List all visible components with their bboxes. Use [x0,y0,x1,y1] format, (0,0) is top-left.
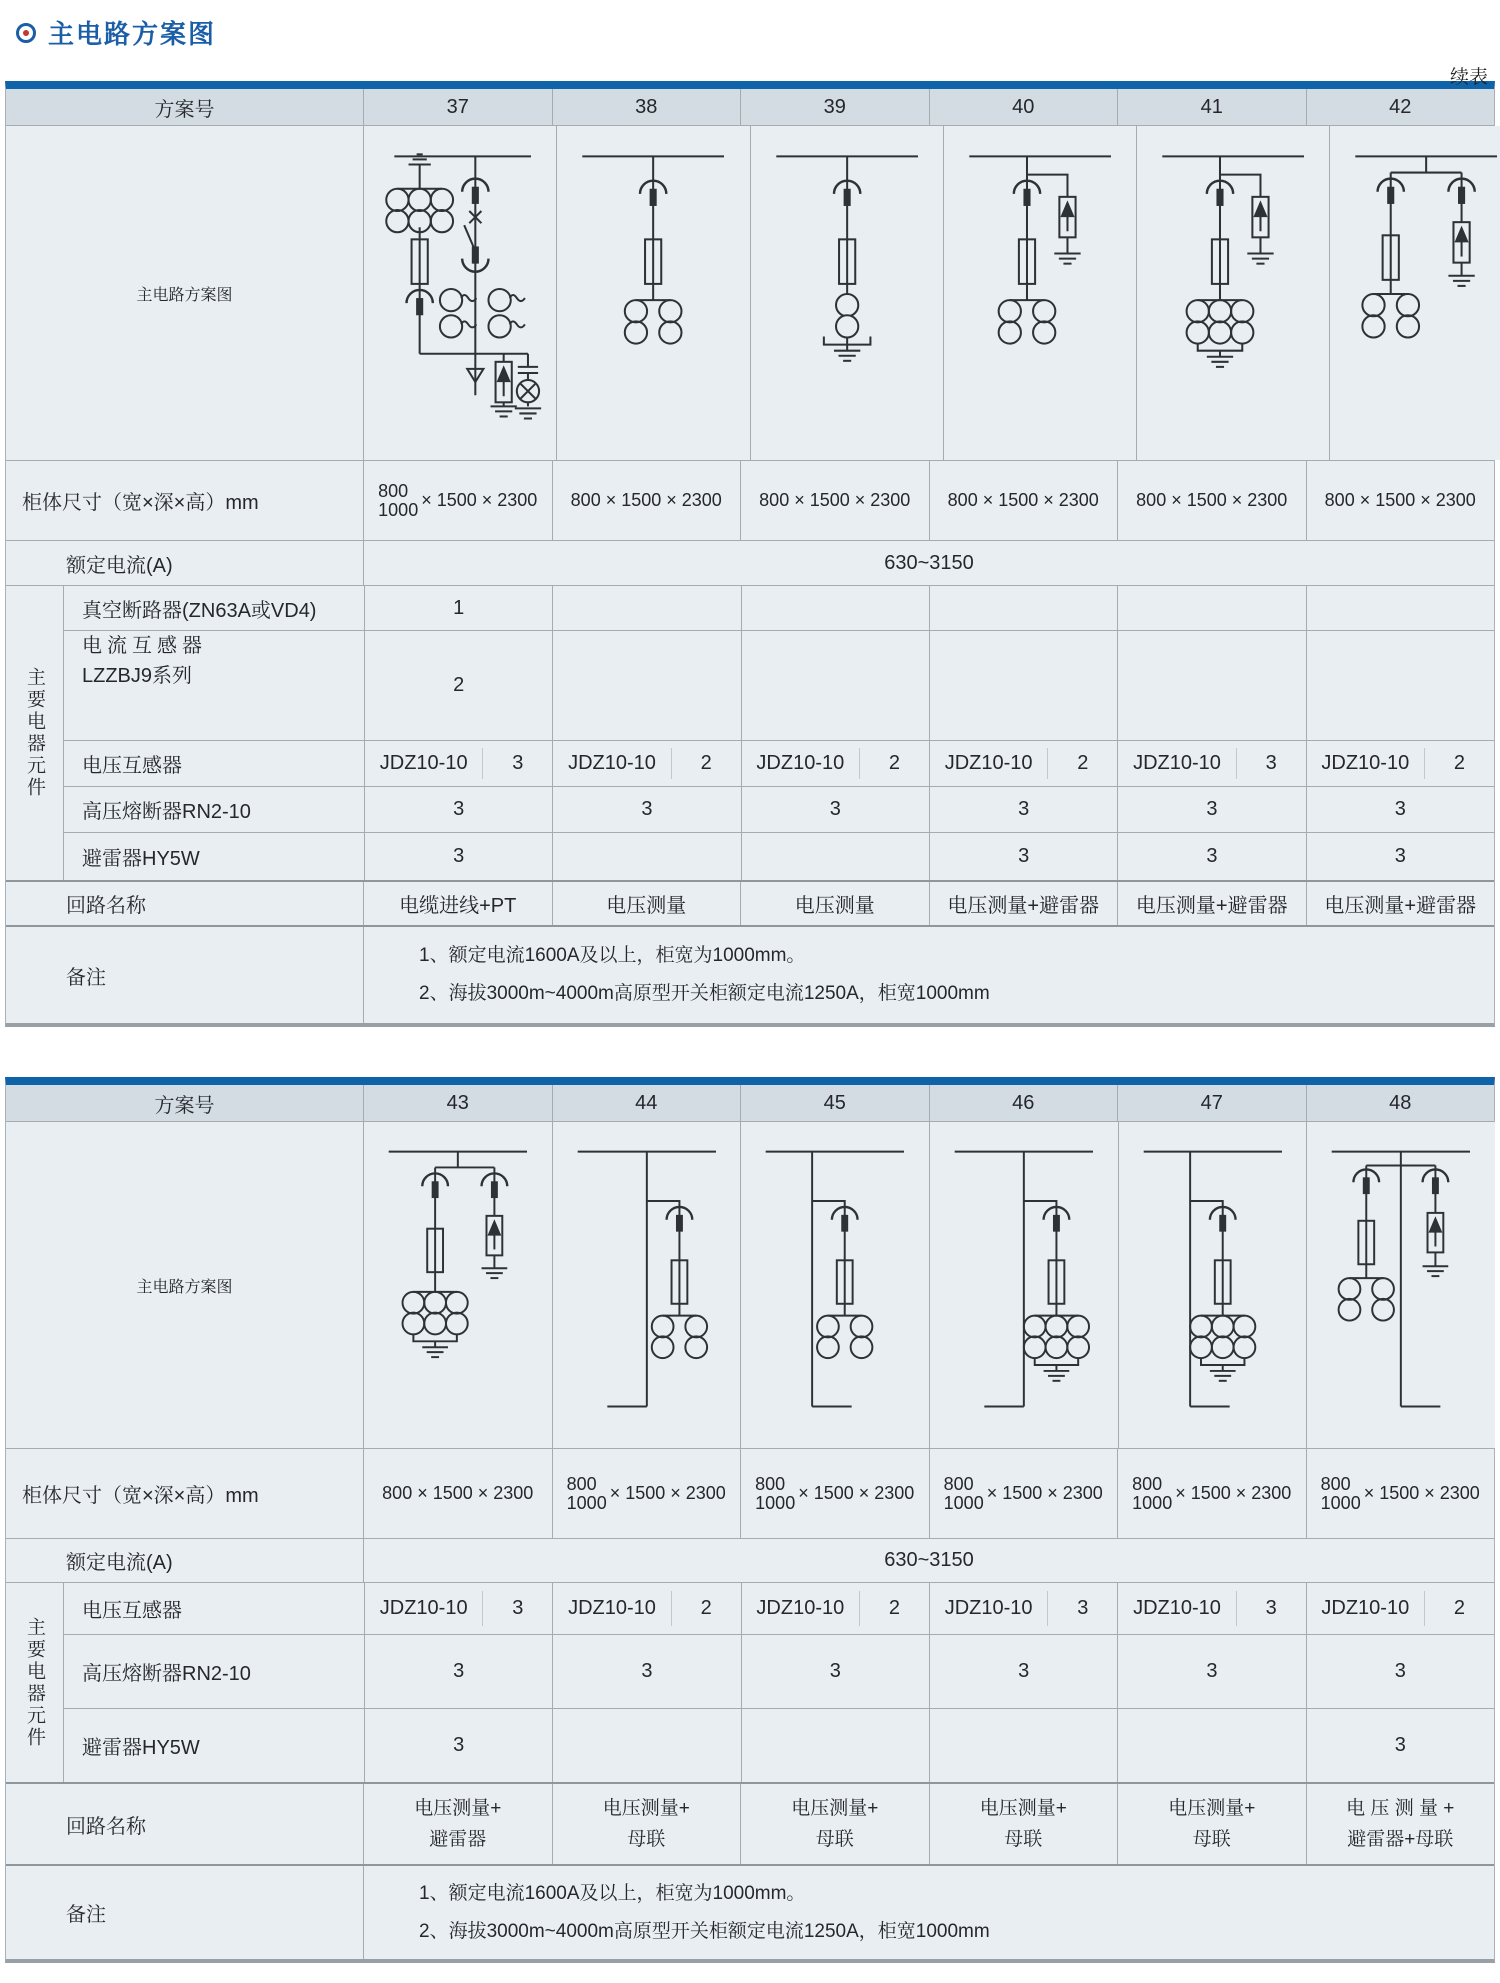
arrester-count [741,1709,929,1782]
scheme-no-header: 方案号 [6,89,363,125]
vcb-count [1117,586,1305,630]
scheme-number: 42 [1306,89,1495,125]
circuit-name: 电压测量 [552,882,741,925]
cabinet-dimensions-row [6,1449,1494,1539]
current-transformer-label: 电流互感器 LZZBJ9系列 [64,631,364,740]
scheme-39-diagram [750,126,943,460]
vcb-count [741,586,929,630]
scheme-table-37-42 [5,81,1495,1027]
circuit-name: 电压测量 [740,882,929,925]
vcb-count [1306,586,1494,630]
fuse-count: 3 [552,1635,740,1708]
vcb-label: 真空断路器(ZN63A或VD4) [64,586,364,630]
arrester-count [1117,1709,1305,1782]
scheme-43-diagram [363,1122,552,1448]
current-transformer-row [64,631,1494,741]
cabinet-dimensions-value: 800 × 1500 × 2300 [740,461,929,540]
vcb-count: 1 [364,586,552,630]
arrester-count [929,1709,1117,1782]
cabinet-dimensions-value: 800 1000 × 1500 × 2300 [1306,1449,1495,1538]
scheme-number: 46 [929,1085,1118,1121]
scheme-37-diagram [363,126,556,460]
scheme-44-diagram [552,1122,741,1448]
fuse-count: 3 [364,1635,552,1708]
scheme-number: 47 [1117,1085,1306,1121]
vt-cell: JDZ10-10 2 [552,741,740,786]
circuit-name: 电 压 测 量 + 避雷器+母联 [1306,1784,1495,1864]
diagram-row-label: 主电路方案图 [6,1122,363,1448]
scheme-number: 38 [552,89,741,125]
circuit-name: 电压测量+避雷器 [1117,882,1306,925]
circuit-name: 电缆进线+PT [363,882,552,925]
diagram-row [6,1122,1494,1449]
vt-cell: JDZ10-10 2 [741,741,929,786]
page-title: 主电路方案图 [48,19,217,49]
circuit-name: 电压测量+ 母联 [929,1784,1118,1864]
voltage-transformer-row [64,1583,1494,1635]
cabinet-dimensions-label: 柜体尺寸（宽×深×高）mm [6,1449,363,1538]
arrester-count: 3 [364,833,552,880]
ct-count [1117,631,1305,740]
scheme-42-diagram [1329,126,1500,460]
ct-count [929,631,1117,740]
cabinet-dimensions-value: 800 1000 × 1500 × 2300 [1117,1449,1306,1538]
cabinet-dimensions-value: 800 × 1500 × 2300 [929,461,1118,540]
cabinet-dimensions-value: 800 1000 × 1500 × 2300 [929,1449,1118,1538]
cabinet-dimensions-row [6,461,1494,541]
remarks-text: 1、额定电流1600A及以上，柜宽为1000mm。 2、海拔3000m~4000m高原型开关柜额定电流1250A，柜宽1000mm [363,927,1494,1023]
main-components-group [6,1583,1494,1783]
scheme-number: 45 [740,1085,929,1121]
remarks-label: 备注 [6,927,363,1023]
fuse-count: 3 [1306,787,1494,832]
cabinet-dimensions-value: 800 1000 × 1500 × 2300 [363,461,552,540]
components-group-label: 主要电器元件 [6,1583,63,1782]
arrester-label: 避雷器HY5W [64,833,364,880]
circuit-name: 电压测量+ 母联 [740,1784,929,1864]
section-bullet-icon [16,23,36,43]
arrester-count: 3 [1306,833,1494,880]
scheme-48-diagram [1306,1122,1495,1448]
vt-cell: JDZ10-10 3 [364,1583,552,1634]
arrester-count [552,1709,740,1782]
ct-count [1306,631,1494,740]
remarks-label: 备注 [6,1866,363,1959]
arrester-count [741,833,929,880]
scheme-table-43-48 [5,1077,1495,1963]
vcb-count [552,586,740,630]
arrester-count: 3 [1306,1709,1494,1782]
hv-fuse-label: 高压熔断器RN2-10 [64,1635,364,1708]
fuse-count: 3 [1117,1635,1305,1708]
scheme-number: 44 [552,1085,741,1121]
circuit-name-label: 回路名称 [6,882,363,925]
circuit-name: 电压测量+避雷器 [1306,882,1495,925]
voltage-transformer-label: 电压互感器 [64,1583,364,1634]
scheme-40-diagram [943,126,1136,460]
circuit-name: 电压测量+ 母联 [1117,1784,1306,1864]
vt-cell: JDZ10-10 2 [929,741,1117,786]
hv-fuse-label: 高压熔断器RN2-10 [64,787,364,832]
section-header [0,0,1500,51]
components-group-label: 主要电器元件 [6,586,63,880]
ct-count: 2 [364,631,552,740]
remarks-row [6,1864,1494,1959]
continued-label: 续表 [1449,67,1488,88]
ct-count [741,631,929,740]
ct-count [552,631,740,740]
arrester-label: 避雷器HY5W [64,1709,364,1782]
cabinet-dimensions-label: 柜体尺寸（宽×深×高）mm [6,461,363,540]
cabinet-dimensions-value: 800 1000 × 1500 × 2300 [552,1449,741,1538]
fuse-count: 3 [741,787,929,832]
fuse-count: 3 [1117,787,1305,832]
arrester-count [552,833,740,880]
scheme-number-row [6,89,1494,126]
circuit-name: 电压测量+避雷器 [929,882,1118,925]
fuse-count: 3 [929,787,1117,832]
scheme-number: 37 [363,89,552,125]
voltage-transformer-label: 电压互感器 [64,741,364,786]
scheme-38-diagram [556,126,749,460]
hv-fuse-row [64,787,1494,833]
fuse-count: 3 [364,787,552,832]
scheme-number: 48 [1306,1085,1495,1121]
vt-cell: JDZ10-10 3 [1117,1583,1305,1634]
diagram-row-label: 主电路方案图 [6,126,363,460]
circuit-name: 电压测量+ 避雷器 [363,1784,552,1864]
arrester-row [64,833,1494,880]
fuse-count: 3 [929,1635,1117,1708]
arrester-count: 3 [364,1709,552,1782]
scheme-45-diagram [740,1122,929,1448]
scheme-41-diagram [1136,126,1329,460]
vt-cell: JDZ10-10 3 [1117,741,1305,786]
rated-current-row [6,1539,1494,1583]
vcb-row [64,586,1494,631]
scheme-number: 40 [929,89,1118,125]
diagram-row [6,126,1494,461]
arrester-row [64,1709,1494,1782]
arrester-count: 3 [1117,833,1305,880]
remarks-text: 1、额定电流1600A及以上，柜宽为1000mm。 2、海拔3000m~4000m高原型开关柜额定电流1250A，柜宽1000mm [363,1866,1494,1959]
hv-fuse-row [64,1635,1494,1709]
scheme-number: 41 [1117,89,1306,125]
cabinet-dimensions-value: 800 × 1500 × 2300 [552,461,741,540]
rated-current-label: 额定电流(A) [6,541,363,585]
vt-cell: JDZ10-10 2 [1306,741,1494,786]
circuit-name-label: 回路名称 [6,1784,363,1864]
voltage-transformer-row [64,741,1494,787]
cabinet-dimensions-value: 800 1000 × 1500 × 2300 [740,1449,929,1538]
scheme-no-header: 方案号 [6,1085,363,1121]
circuit-name: 电压测量+ 母联 [552,1784,741,1864]
main-components-group [6,586,1494,881]
rated-current-value: 630~3150 [363,541,1494,585]
arrester-count: 3 [929,833,1117,880]
vt-cell: JDZ10-10 3 [364,741,552,786]
remarks-row [6,925,1494,1023]
cabinet-dimensions-value: 800 × 1500 × 2300 [1306,461,1495,540]
circuit-name-row [6,880,1494,926]
scheme-number-row [6,1085,1494,1122]
rated-current-value: 630~3150 [363,1539,1494,1582]
vcb-count [929,586,1117,630]
scheme-46-diagram [929,1122,1118,1448]
scheme-47-diagram [1118,1122,1307,1448]
vt-cell: JDZ10-10 3 [929,1583,1117,1634]
vt-cell: JDZ10-10 2 [741,1583,929,1634]
vt-cell: JDZ10-10 2 [1306,1583,1494,1634]
circuit-name-row [6,1782,1494,1865]
scheme-number: 43 [363,1085,552,1121]
fuse-count: 3 [741,1635,929,1708]
cabinet-dimensions-value: 800 × 1500 × 2300 [1117,461,1306,540]
rated-current-label: 额定电流(A) [6,1539,363,1582]
fuse-count: 3 [1306,1635,1494,1708]
fuse-count: 3 [552,787,740,832]
rated-current-row [6,541,1494,586]
vt-cell: JDZ10-10 2 [552,1583,740,1634]
scheme-number: 39 [740,89,929,125]
cabinet-dimensions-value: 800 × 1500 × 2300 [363,1449,552,1538]
